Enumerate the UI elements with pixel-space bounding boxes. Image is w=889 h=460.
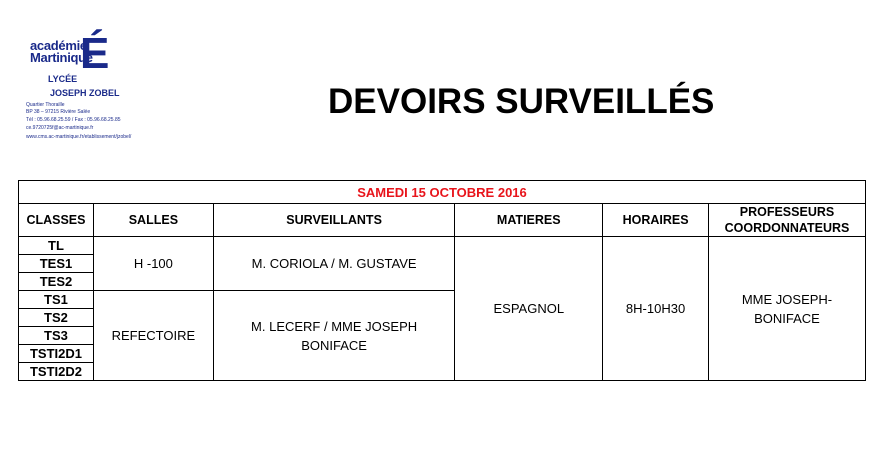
class-cell: TES2: [19, 273, 94, 291]
salle-cell: REFECTOIRE: [93, 291, 213, 381]
school-address-2: BP 38 – 97215 Rivière Salée: [26, 109, 91, 115]
horaire-cell: 8H-10H30: [603, 237, 709, 381]
class-cell: TL: [19, 237, 94, 255]
school-name: JOSEPH ZOBEL: [50, 88, 120, 98]
salle-cell: H -100: [93, 237, 213, 291]
col-classes: CLASSES: [19, 204, 94, 237]
page-title: DEVOIRS SURVEILLÉS: [328, 82, 715, 121]
class-cell: TSTI2D2: [19, 363, 94, 381]
school-email[interactable]: ce.9720725f@ac-martinique.fr: [26, 125, 94, 131]
surveillants-cell: M. LECERF / MME JOSEPH BONIFACE: [213, 291, 455, 381]
class-cell: TS3: [19, 327, 94, 345]
col-salles: SALLES: [93, 204, 213, 237]
col-surveillants: SURVEILLANTS: [213, 204, 455, 237]
exam-date: SAMEDI 15 OCTOBRE 2016: [19, 181, 866, 204]
matiere-cell: ESPAGNOL: [455, 237, 603, 381]
academie-emblem: É: [80, 29, 110, 78]
class-cell: TS1: [19, 291, 94, 309]
date-row: [19, 181, 866, 204]
class-cell: TS2: [19, 309, 94, 327]
class-cell: TSTI2D1: [19, 345, 94, 363]
col-matieres: MATIERES: [455, 204, 603, 237]
header-row: [19, 204, 866, 237]
lycee-label: LYCÉE: [48, 74, 78, 84]
professeurs-cell: MME JOSEPH-BONIFACE: [708, 237, 865, 381]
school-logo: [22, 29, 192, 147]
school-website[interactable]: www.cms.ac-martinique.fr/etablissement/jzobel/: [26, 134, 132, 140]
class-cell: TES1: [19, 255, 94, 273]
surveillants-cell: M. CORIOLA / M. GUSTAVE: [213, 237, 455, 291]
col-professeurs: PROFESSEURS COORDONNATEURS: [708, 204, 865, 237]
schedule-table: [18, 180, 866, 381]
school-phone: Tél : 05.96.68.25.59 / Fax : 05.96.68.25.85: [26, 117, 121, 123]
school-address-1: Quartier Thoraille: [26, 102, 65, 108]
col-horaires: HORAIRES: [603, 204, 709, 237]
academie-wordmark: académie Martinique: [30, 38, 93, 65]
